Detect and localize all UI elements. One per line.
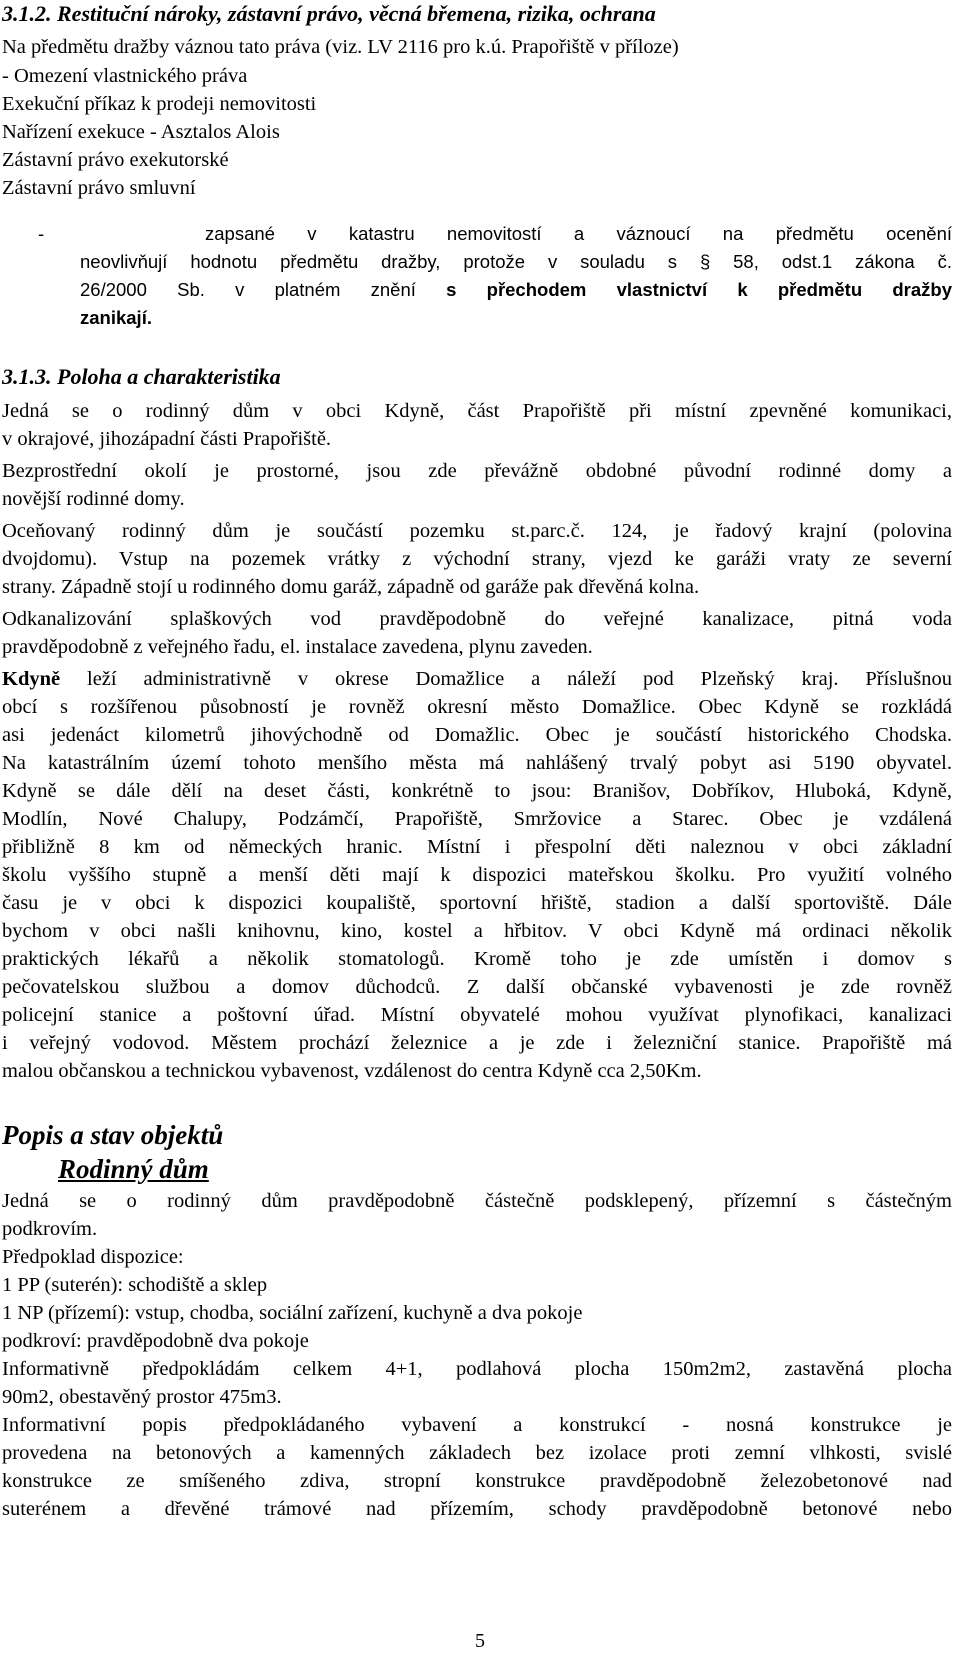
kdyne-line: bychom v obci našli knihovnu, kino, kostel a hřbitov. V obci Kdyně má ordinaci několik [2, 920, 952, 942]
popis-heading: Popis a stav objektů [2, 1120, 224, 1150]
kdyne-line: malou občanskou a technickou vybavenost, vzdálenost do centra Kdyně cca 2,50Km. [2, 1060, 702, 1082]
popis-line: podkrovím. [2, 1218, 98, 1240]
popis-line: podkroví: pravděpodobně dva pokoje [2, 1330, 309, 1352]
rights-item: Exekuční příkaz k prodeji nemovitosti [2, 93, 317, 115]
rights-item: Zástavní právo smluvní [2, 177, 196, 199]
location-line: pravděpodobně z veřejného řadu, el. instalace zavedena, plynu zaveden. [2, 636, 593, 658]
note-line [80, 276, 952, 304]
rights-item: Zástavní právo exekutorské [2, 149, 229, 171]
kdyne-line: přibližně 8 km od německých hranic. Místní i přespolní děti naleznou v obci základní [2, 836, 952, 858]
location-line: dvojdomu). Vstup na pozemek vrátky z východní strany, vjezd ke garáži vraty ze severní [2, 548, 952, 570]
popis-line: 1 NP (přízemí): vstup, chodba, sociální zařízení, kuchyně a dva pokoje [2, 1302, 583, 1324]
kdyne-line: pečovatelskou službou a domov důchodců. Z další občanské vybavenosti je zde rovněž [2, 976, 952, 998]
popis-line: Jedná se o rodinný dům pravděpodobně částečně podsklepený, přízemní s částečným [2, 1190, 952, 1212]
note-bold-text: s přechodem vlastnictví k předmětu dražby [446, 279, 952, 300]
kdyne-line: Na katastrálním území tohoto menšího města má nahlášený trvalý pobyt asi 5190 obyvatel. [2, 752, 952, 774]
rights-item: - Omezení vlastnického práva [2, 65, 248, 87]
popis-line: konstrukce ze smíšeného zdiva, stropní konstrukce pravděpodobně železobetonové nad [2, 1470, 952, 1492]
popis-line: 1 PP (suterén): schodiště a sklep [2, 1274, 268, 1296]
kdyne-line: asi jedenáct kilometrů jihovýchodně od Domažlic. Obec je součástí historického Chodska. [2, 724, 952, 746]
popis-line: Informativně předpokládám celkem 4+1, podlahová plocha 150m2m2, zastavěná plocha [2, 1358, 952, 1380]
location-line: Oceňovaný rodinný dům je součástí pozemku st.parc.č. 124, je řadový krajní (polovina [2, 520, 952, 542]
popis-line: 90m2, obestavěný prostor 475m3. [2, 1386, 282, 1408]
location-line: Odkanalizování splaškových vod pravděpodobně do veřejné kanalizace, pitná voda [2, 608, 952, 630]
kdyne-line: času je v obci k dispozici koupaliště, sportovní hřiště, stadion a další sportoviště. Dále [2, 892, 952, 914]
kdyne-bold: Kdyně [2, 668, 61, 690]
note-line: neovlivňují hodnotu předmětu dražby, protože v souladu s § 58, odst.1 zákona č. [80, 251, 952, 272]
note-line-bold: zanikají. [80, 307, 152, 328]
kdyne-line: obcí s rozšířenou působností je rovněž okresní město Domažlice. Obec Kdyně se rozkládá [2, 696, 952, 718]
kdyne-line: školu vyššího stupně a menší děti mají k dispozici mateřskou školku. Pro využití volného [2, 864, 952, 886]
popis-line: provedena na betonových a kamenných základech bez izolace proti zemní vlhkosti, svislé [2, 1442, 952, 1464]
location-line: Bezprostřední okolí je prostorné, jsou zde převážně obdobné původní rodinné domy a [2, 460, 952, 482]
page-number: 5 [475, 1630, 485, 1652]
section-heading-3-1-2: 3.1.2. Restituční nároky, zástavní právo, věcná břemena, rizika, ochrana [2, 1, 656, 26]
kdyne-line: praktických lékařů a několik stomatologů. Kromě toho je zde umístěn i domov s [2, 948, 952, 970]
location-line: novější rodinné domy. [2, 488, 185, 510]
kdyne-line: Kdyně se dále dělí na deset části, konkrétně to jsou: Branišov, Dobříkov, Hluboká, Kdyně, [2, 780, 952, 802]
location-line: Jedná se o rodinný dům v obci Kdyně, část Prapořiště při místní zpevněné komunikaci, [2, 400, 952, 422]
kdyne-text: leží administrativně v okrese Domažlice a náleží pod Plzeňský kraj. Příslušnou [60, 668, 952, 690]
section-heading-3-1-3: 3.1.3. Poloha a charakteristika [2, 364, 281, 389]
rights-item: Nařízení exekuce - Asztalos Alois [2, 121, 280, 143]
kdyne-line: Modlín, Nové Chalupy, Podzámčí, Prapořiště, Smržovice a Starec. Obec je vzdálená [2, 808, 952, 830]
note-line: zapsané v katastru nemovitostí a váznoucí na předmětu ocenění [205, 223, 952, 244]
kdyne-line: policejní stanice a poštovní úřad. Místní obyvatelé mohou využívat plynofikaci, kanalizaci [2, 1004, 952, 1026]
popis-line: Informativní popis předpokládaného vybavení a konstrukcí - nosná konstrukce je [2, 1414, 952, 1436]
location-line: strany. Západně stojí u rodinného domu garáž, západně od garáže pak dřevěná kolna. [2, 576, 700, 598]
popis-line: suterénem a dřevěné trámové nad přízemím, schody pravděpodobně betonové nebo [2, 1498, 952, 1520]
note-dash: - [38, 223, 45, 244]
rights-intro: Na předmětu dražby váznou tato práva (viz. LV 2116 pro k.ú. Prapořiště v příloze) [2, 36, 679, 58]
rodinny-dum-heading: Rodinný dům [58, 1154, 209, 1184]
note-text: 26/2000 Sb. v platném znění [80, 279, 447, 300]
popis-line: Předpoklad dispozice: [2, 1246, 184, 1268]
location-line: v okrajové, jihozápadní části Prapořiště. [2, 428, 332, 450]
kdyne-line [2, 665, 952, 693]
kdyne-line: i veřejný vodovod. Městem prochází železnice a je zde i železniční stanice. Prapořiště má [2, 1032, 952, 1054]
